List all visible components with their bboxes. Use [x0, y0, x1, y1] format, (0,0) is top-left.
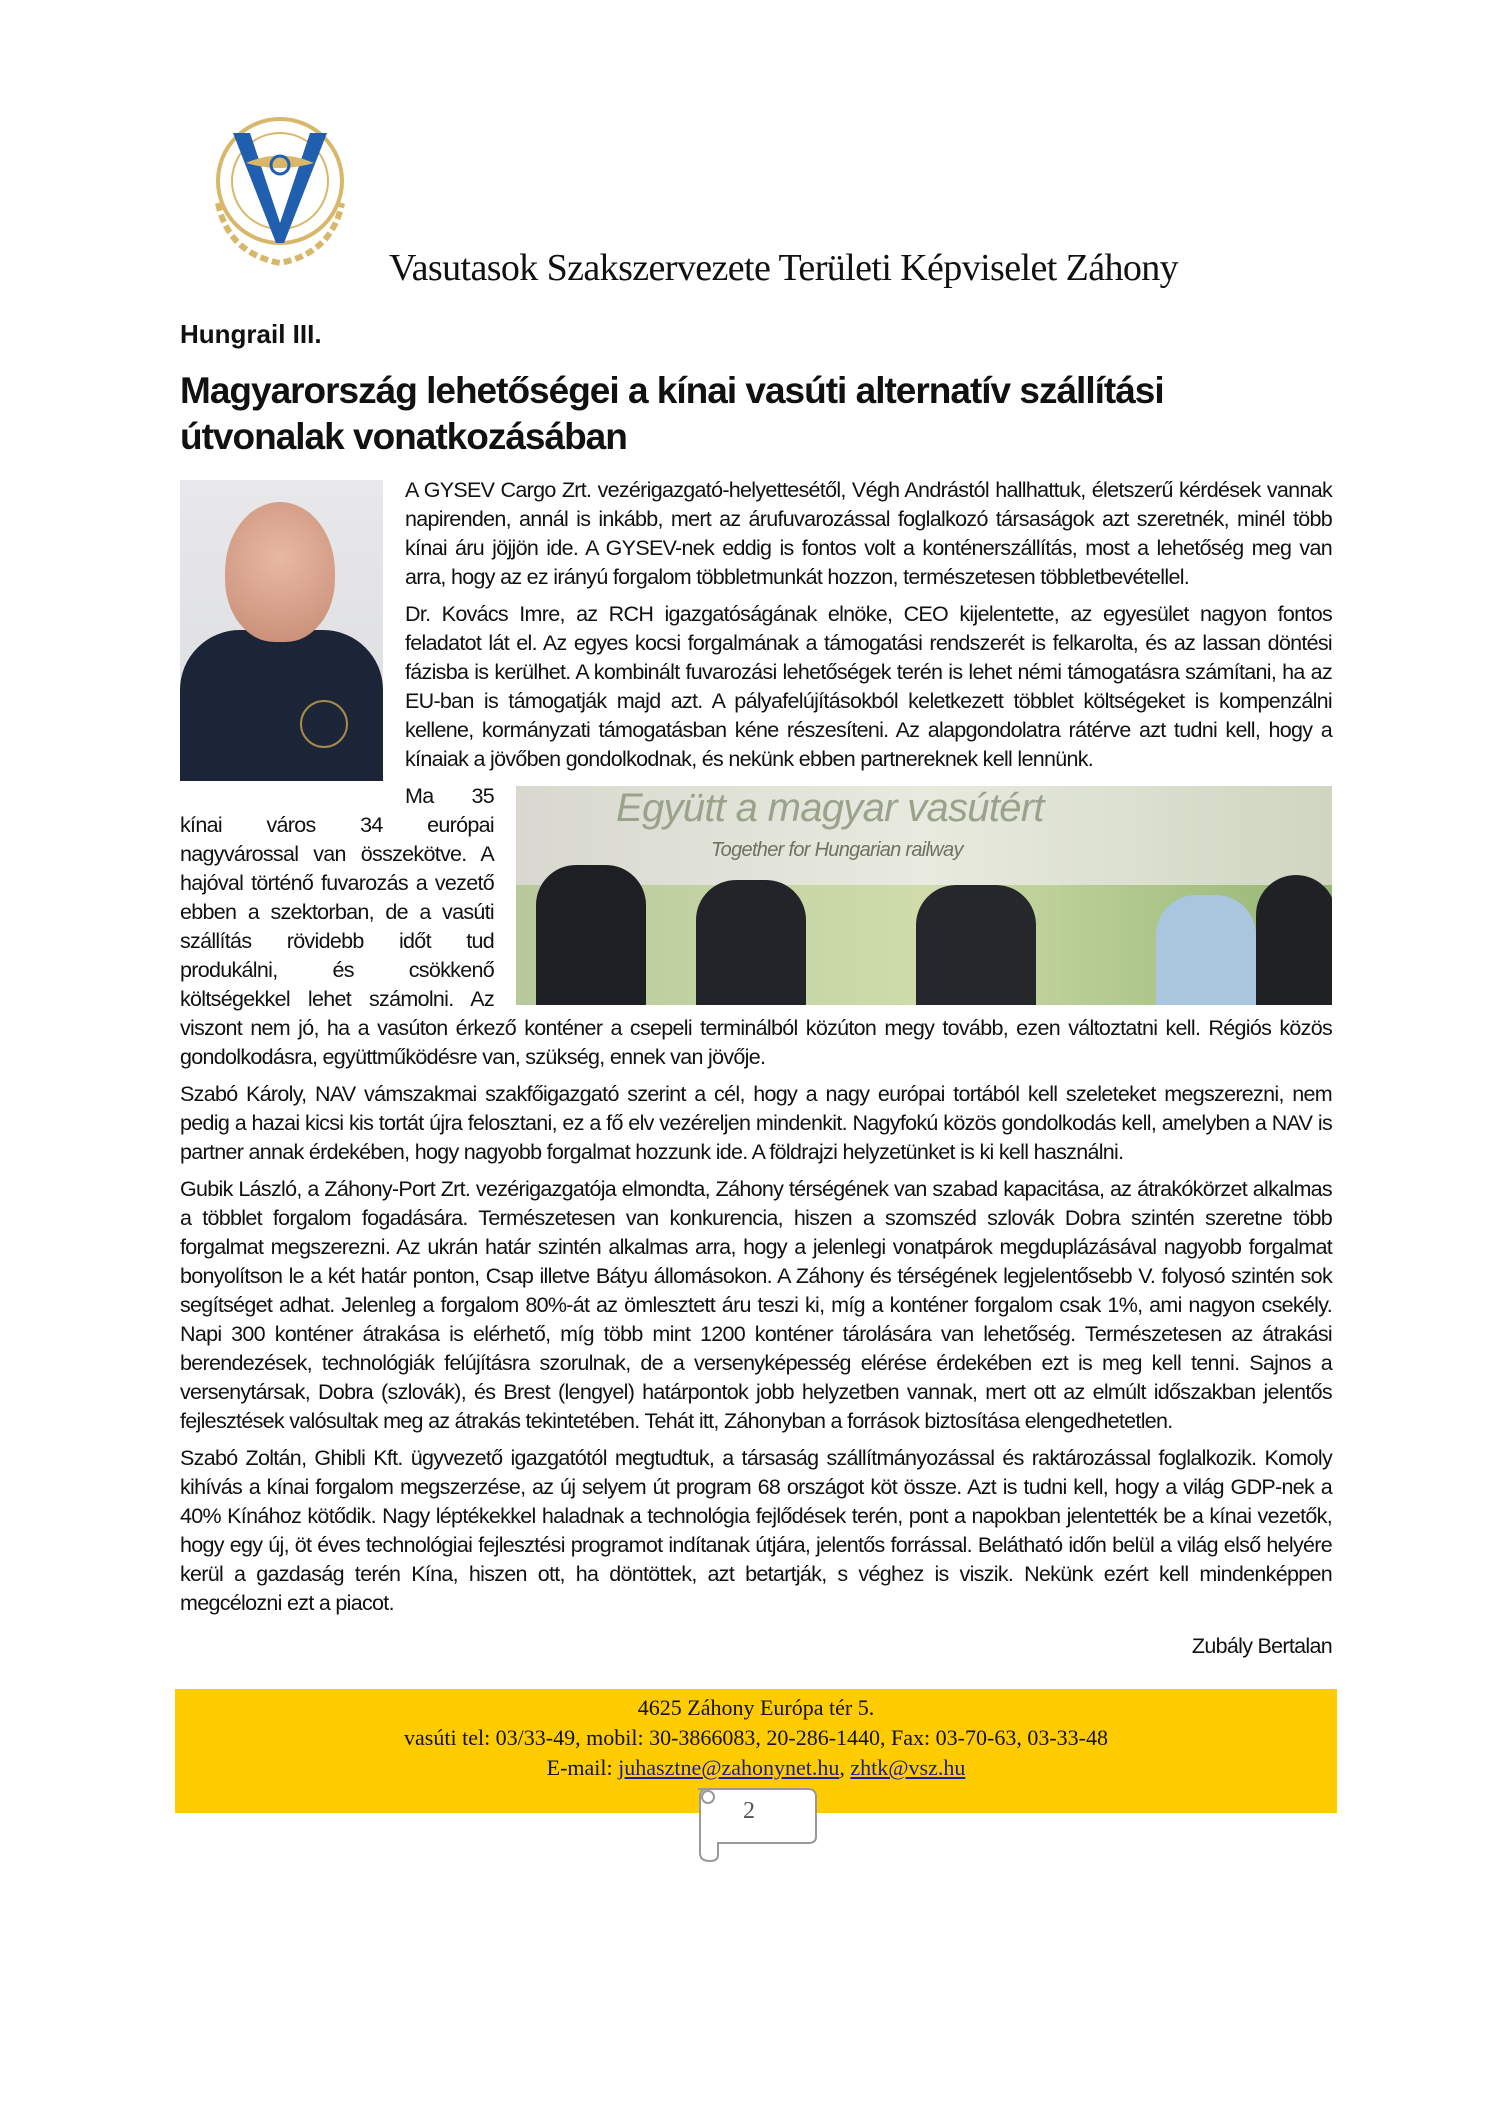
- article-paragraph: Gubik László, a Záhony-Port Zrt. vezérigazgatója elmondta, Záhony térségének van szabad kapacitása, az átrakókörzet alkalmas a többlet forgalom fogadására. Természetesen van konkurencia, hiszen a szomszéd szlovák Dobra szintén szeretne több forgalmat megszerezni. Az ukrán határ szintén alkalmas arra, hogy a jelenlegi vonatpárok megduplázásával nagyobb forgalmat bonyolítson le a két határ ponton, Csap illetve Bátyu állomásokon. A Záhony és térségének legjelentősebb V. folyosó szintén sok segítséget adhat. Jelenleg a forgalom 80%-át az ömlesztett áru teszi ki, míg a konténer forgalom csak 1%, ami nagyon csekély. Napi 300 konténer átrakása is elérhető, míg több mint 1200 konténer tárolására van lehetőség. Természetesen az átrakási berendezések, technológiák felújításra szorulnak, de a versenyképesség elérése érdekében ezt is meg kell tenni. Sajnos a versenytársak, Dobra (szlovák), és Brest (lengyel) határpontok jobb helyzetben vannak, mert ott az elmúlt időszakban jelentős fejlesztések valósultak meg az átrakás tekintetében. Tehát itt, Záhonyban a források biztosítása elengedhetetlen.: [180, 1177, 1332, 1433]
- footer-phones: vasúti tel: 03/33-49, mobil: 30-3866083, 20-286-1440, Fax: 03-70-63, 03-33-48: [404, 1725, 1108, 1750]
- page-number-scroll-icon: [688, 1779, 824, 1863]
- org-title: Vasutasok Szakszervezete Területi Képviselet Záhony: [389, 247, 1179, 289]
- photo-banner-text: Együtt a magyar vasútért: [616, 786, 1044, 830]
- article-paragraph: Szabó Károly, NAV vámszakmai szakfőigazgató szerint a cél, hogy a nagy európai tortából kell szeleteket megszerezni, nem pedig a hazai kicsi kis tortát újra felosztani, ez a fő elv vezéreljen mindenkit. Nagyfokú közös gondolkodás kell, amelyben a NAV is partner annak érdekében, hogy nagyobb forgalmat hozzunk ide. A földrajzi helyzetünket is ki kell használni.: [180, 1082, 1332, 1164]
- photo-subtitle-text: Together for Hungarian railway: [711, 839, 963, 861]
- page-number-area: [688, 1779, 824, 1863]
- email-link-juhasztne[interactable]: juhasztne@zahonynet.hu: [618, 1755, 840, 1780]
- portrait-photo: [180, 480, 383, 781]
- article-column: [180, 0, 1332, 1863]
- article-paragraph: Dr. Kovács Imre, az RCH igazgatóságának elnöke, CEO kijelentette, az egyesület nagyon fontos feladatot lát el. Az egyes kocsi forgalmának a támogatási rendszerét is felkarolta, és az lassan döntési fázisba is kerülhet. A kombinált fuvarozási lehetőségek terén is lehet némi támogatásra számítani, ha az EU-ban is támogatják majd azt. A pályafelújításokból keletkezett többlet költségeket is kompenzálni kellene, kormányzati támogatásban kéne részesíteni. Az alapgondolatra rátérve azt tudni kell, hogy a kínaiak a jövőben gondolkodnak, és nekünk ebben partnereknek kell lennünk.: [405, 602, 1332, 771]
- page-number: 2: [743, 1798, 755, 1824]
- footer-email-label: E-mail:: [546, 1755, 613, 1780]
- email-link-zhtk[interactable]: zhtk@vsz.hu: [850, 1755, 966, 1780]
- footer-address: 4625 Záhony Európa tér 5.: [637, 1695, 875, 1720]
- article-paragraph: Szabó Zoltán, Ghibli Kft. ügyvezető igazgatótól megtudtuk, a társaság szállítmányozással és raktározással foglalkozik. Komoly kihívás a kínai forgalom megszerzése, az új selyem út program 68 országot köt össze. Azt is tudni kell, hogy a világ GDP-nek a 40% Kínához kötődik. Nagy léptékekkel haladnak a technológia fejlődések terén, pont a napokban jelentették be a kínai vezetők, hogy egy új, öt éves technológiai fejlesztési programot indítanak útjára, jelentős forrással. Belátható időn belül a világ első helyére kerül a gazdaság terén Kína, hiszen ott, ha döntöttek, azt betartják, s véghez is viszik. Nekünk ezért kell mindenképpen megcélozni ezt a piacot.: [180, 1446, 1332, 1615]
- article-author: Zubály Bertalan: [1191, 1634, 1332, 1658]
- article-paragraph: A GYSEV Cargo Zrt. vezérigazgató-helyettesétől, Végh Andrástól hallhattuk, életszerű kérdések vannak napirenden, annál is inkább, mert az árufuvarozással foglalkozó társaságok azt szeretnék, minél több kínai áru jöjjön ide. A GYSEV-nek eddig is fontos volt a konténerszállítás, most a lehetőség meg van arra, hogy az ez irányú forgalom többletmunkát hozzon, természetesen többletbevétellel.: [405, 478, 1332, 589]
- article-paragraph: Ma 35 kínai város 34 európai nagyvárossal van összekötve. A hajóval történő fuvarozás a vezető ebben a szektorban, de a vasúti szállítás rövidebb időt tud produkálni, és csökkenő költségekkel lehet számolni. Az viszont nem jó, ha a vasúton érkező konténer a csepeli terminálból közúton megy tovább, ezen változtatni kell. Régiós közös gondolkodásra, együttműködésre van, szükség, ennek van jövője.: [180, 784, 1332, 1069]
- article-headline: Magyarország lehetőségei a kínai vasúti alternatív szállítási útvonalak vonatkozásában: [180, 370, 1164, 457]
- article-kicker: Hungrail III.: [180, 319, 322, 349]
- email-separator: ,: [839, 1755, 845, 1780]
- article-body: [180, 476, 1332, 1661]
- event-photo: [516, 786, 1332, 1005]
